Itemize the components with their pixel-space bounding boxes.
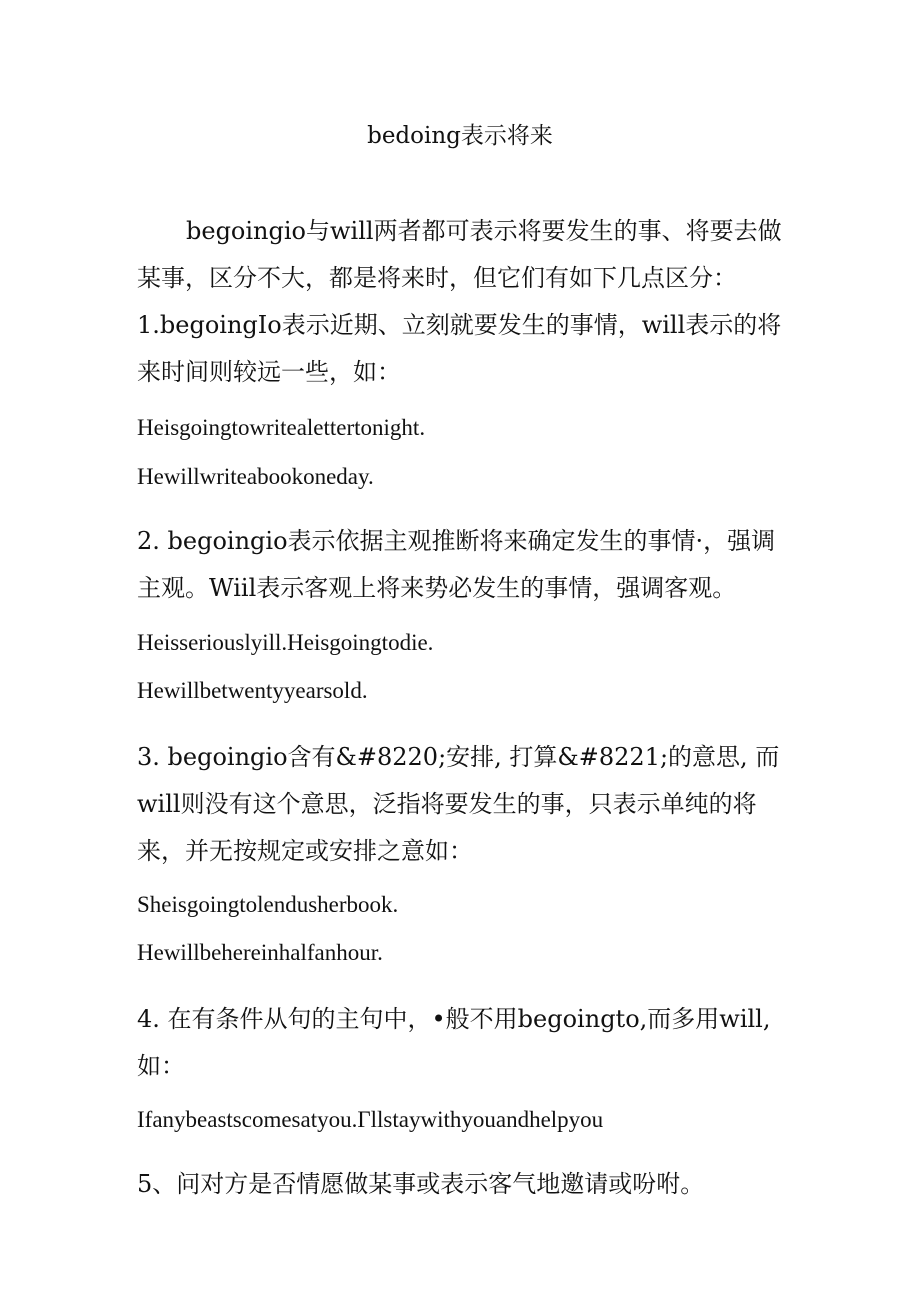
intro-paragraph: begoingio与will两者都可表示将要发生的事、将要去做某事，区分不大，都是将来时，但它们有如下几点区分：	[137, 217, 782, 292]
point-1-paragraph: 1.begoingIo表示近期、立刻就要发生的事情，will表示的将来时间则较远一些，如：	[137, 311, 782, 386]
point-2-paragraph: 2. begoingio表示依据主观推断将来确定发生的事情·，强调主观。Wiil表示客观上将来势必发生的事情，强调客观。	[137, 527, 776, 602]
example-4a: Ifanybeastscomesatyou.Γllstaywithyouandhelpyou	[137, 1107, 604, 1132]
example-2a: Heisseriouslyill.Heisgoingtodie.	[137, 630, 434, 655]
example-3b: Hewillbehereinhalfanhour.	[137, 940, 383, 965]
example-1b: Hewillwriteabookoneday.	[137, 464, 374, 489]
document-title: bedoing表示将来	[367, 123, 553, 149]
point-4-paragraph: 4. 在有条件从句的主句中，•般不用begoingto,而多用will,如：	[137, 1005, 771, 1080]
point-5-paragraph: 5、问对方是否情愿做某事或表示客气地邀请或吩咐。	[137, 1170, 705, 1198]
example-3a: Sheisgoingtolendusherbook.	[137, 892, 399, 917]
example-2b: Hewillbetwentyyearsold.	[137, 678, 368, 703]
example-1a: Heisgoingtowritealettertonight.	[137, 415, 426, 440]
point-3-paragraph: 3. begoingio含有&#8220;安排, 打算&#8221;的意思, 而will则没有这个意思，泛指将要发生的事，只表示单纯的将来，并无按规定或安排之意如：	[137, 743, 780, 865]
